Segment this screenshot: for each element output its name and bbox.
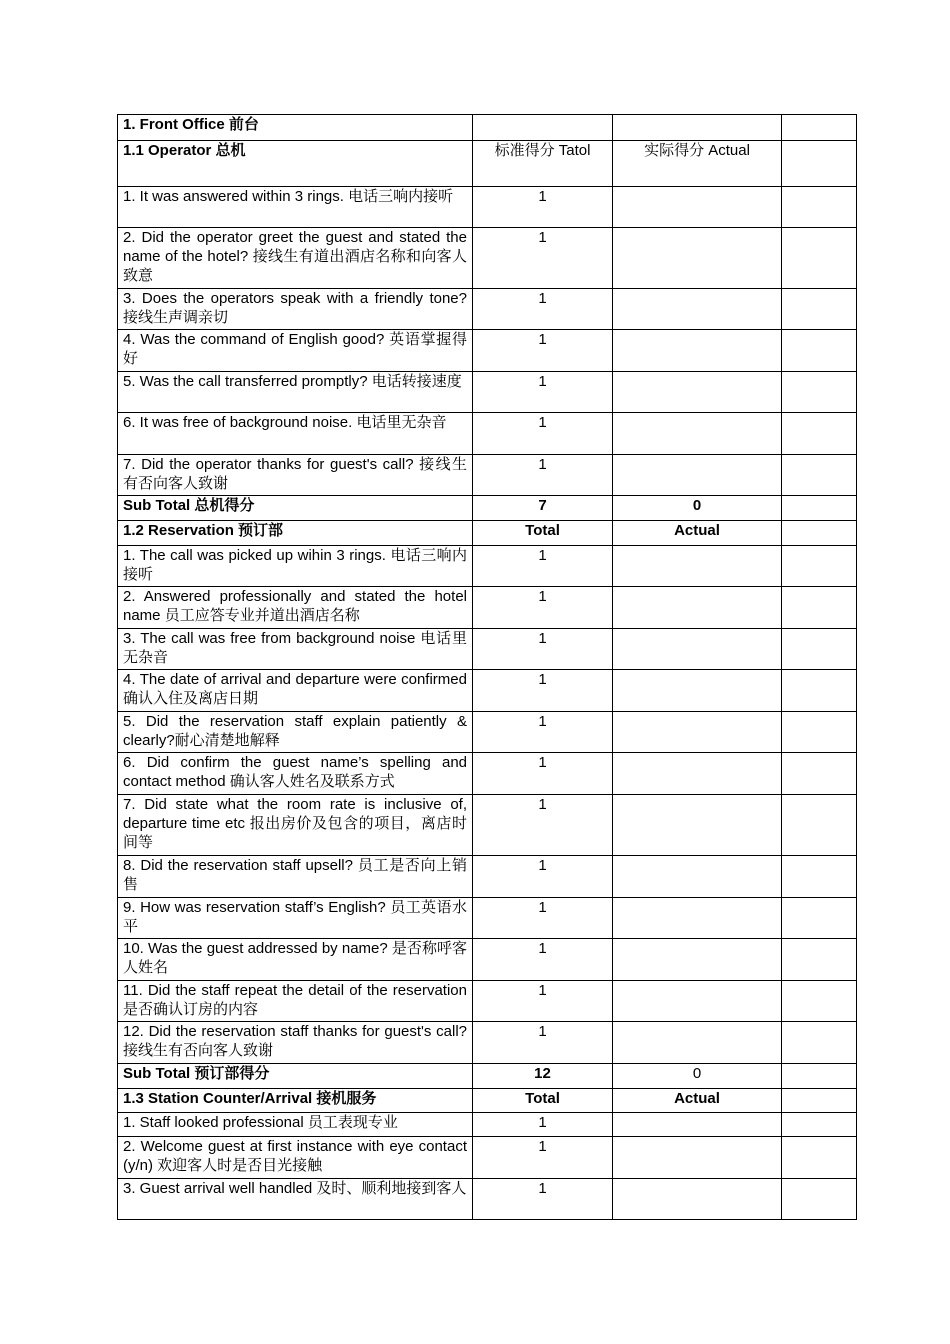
item-total: 1 [473,795,613,856]
empty-cell [782,1113,857,1137]
subtotal-actual: 0 [613,496,782,521]
col-actual-header: Actual [613,521,782,546]
subtotal-total: 12 [473,1064,613,1089]
item-total: 1 [473,856,613,898]
item-text: 3. Does the operators speak with a friendly tone? 接线生声调亲切 [118,289,473,330]
table-row [118,1137,857,1179]
item-text: 5. Was the call transferred promptly? 电话转接速度 [118,372,473,413]
item-text: 11. Did the staff repeat the detail of the reservation 是否确认订房的内容 [118,981,473,1022]
item-total: 1 [473,289,613,330]
item-total: 1 [473,939,613,981]
station-header-row [118,1089,857,1113]
item-text: 7. Did state what the room rate is inclusive of, departure time etc 报出房价及包含的项目，离店时间等 [118,795,473,856]
operator-subtotal-row [118,496,857,521]
item-actual[interactable] [613,753,782,795]
item-actual[interactable] [613,587,782,629]
item-total: 1 [473,187,613,228]
operator-title: 1.1 Operator 总机 [118,141,473,187]
item-text: 7. Did the operator thanks for guest's call? 接线生有否向客人致谢 [118,455,473,496]
item-text: 3. The call was free from background noise 电话里无杂音 [118,629,473,670]
empty-cell [782,455,857,496]
item-total: 1 [473,1113,613,1137]
item-actual[interactable] [613,289,782,330]
table-row [118,413,857,455]
table-row [118,546,857,587]
empty-cell [782,1137,857,1179]
empty-cell [782,795,857,856]
item-text: 3. Guest arrival well handled 及时、顺利地接到客人 [118,1179,473,1220]
item-actual[interactable] [613,330,782,372]
item-total: 1 [473,455,613,496]
item-text: 8. Did the reservation staff upsell? 员工是否向上销售 [118,856,473,898]
empty-cell [782,629,857,670]
item-text: 2. Welcome guest at first instance with eye contact (y/n) 欢迎客人时是否目光接触 [118,1137,473,1179]
item-total: 1 [473,898,613,939]
subtotal-actual: 0 [613,1064,782,1089]
item-actual[interactable] [613,187,782,228]
item-total: 1 [473,1137,613,1179]
empty-cell [782,330,857,372]
item-actual[interactable] [613,546,782,587]
section-header-row [118,115,857,141]
empty-cell [613,115,782,141]
table-row [118,455,857,496]
item-actual[interactable] [613,670,782,712]
item-total: 1 [473,1022,613,1064]
item-total: 1 [473,753,613,795]
item-text: 1. The call was picked up wihin 3 rings. 电话三响内接听 [118,546,473,587]
item-total: 1 [473,712,613,753]
empty-cell [782,413,857,455]
col-actual-header: Actual [613,1089,782,1113]
table-row [118,587,857,629]
table-row [118,1022,857,1064]
item-text: 4. Was the command of English good? 英语掌握得好 [118,330,473,372]
item-text: 1. Staff looked professional 员工表现专业 [118,1113,473,1137]
item-text: 2. Did the operator greet the guest and stated the name of the hotel? 接线生有道出酒店名称和向客人致意 [118,228,473,289]
col-total-header: 标准得分 Tatol [473,141,613,187]
item-actual[interactable] [613,1113,782,1137]
empty-cell [782,712,857,753]
table-row [118,372,857,413]
item-total: 1 [473,228,613,289]
front-office-checklist-table [117,114,857,1220]
table-row [118,795,857,856]
item-actual[interactable] [613,939,782,981]
item-text: 4. The date of arrival and departure were confirmed 确认入住及离店日期 [118,670,473,712]
subtotal-total: 7 [473,496,613,521]
item-text: 2. Answered professionally and stated the hotel name 员工应答专业并道出酒店名称 [118,587,473,629]
item-actual[interactable] [613,372,782,413]
operator-header-row [118,141,857,187]
subtotal-label: Sub Total 预订部得分 [118,1064,473,1089]
item-actual[interactable] [613,228,782,289]
col-total-header: Total [473,1089,613,1113]
table-row [118,670,857,712]
item-text: 5. Did the reservation staff explain patiently & clearly?耐心清楚地解释 [118,712,473,753]
empty-cell [782,187,857,228]
item-actual[interactable] [613,795,782,856]
empty-cell [782,496,857,521]
item-actual[interactable] [613,712,782,753]
item-actual[interactable] [613,856,782,898]
empty-cell [782,587,857,629]
table-row [118,856,857,898]
empty-cell [782,898,857,939]
table-row [118,898,857,939]
reservation-subtotal-row [118,1064,857,1089]
item-text: 10. Was the guest addressed by name? 是否称呼客人姓名 [118,939,473,981]
item-actual[interactable] [613,1179,782,1220]
item-total: 1 [473,587,613,629]
col-actual-header: 实际得分 Actual [613,141,782,187]
empty-cell [473,115,613,141]
reservation-title: 1.2 Reservation 预订部 [118,521,473,546]
item-total: 1 [473,413,613,455]
subtotal-label: Sub Total 总机得分 [118,496,473,521]
item-total: 1 [473,629,613,670]
empty-cell [782,856,857,898]
empty-cell [782,141,857,187]
empty-cell [782,228,857,289]
item-total: 1 [473,670,613,712]
item-total: 1 [473,981,613,1022]
table-row [118,981,857,1022]
item-text: 12. Did the reservation staff thanks for guest's call? 接线生有否向客人致谢 [118,1022,473,1064]
empty-cell [782,981,857,1022]
item-total: 1 [473,546,613,587]
empty-cell [782,1179,857,1220]
table-row [118,228,857,289]
empty-cell [782,670,857,712]
item-text: 6. It was free of background noise. 电话里无杂音 [118,413,473,455]
item-actual[interactable] [613,898,782,939]
table-row [118,629,857,670]
empty-cell [782,753,857,795]
table-row [118,753,857,795]
table-row [118,289,857,330]
table-row [118,187,857,228]
table-row [118,939,857,981]
item-text: 1. It was answered within 3 rings. 电话三响内接听 [118,187,473,228]
item-actual[interactable] [613,629,782,670]
station-title: 1.3 Station Counter/Arrival 接机服务 [118,1089,473,1113]
item-actual[interactable] [613,1022,782,1064]
item-total: 1 [473,372,613,413]
empty-cell [782,289,857,330]
item-actual[interactable] [613,413,782,455]
table-row [118,712,857,753]
table-row [118,1179,857,1220]
col-total-header: Total [473,521,613,546]
item-text: 9. How was reservation staff’s English? 员工英语水平 [118,898,473,939]
section-title: 1. Front Office 前台 [118,115,473,141]
empty-cell [782,372,857,413]
item-actual[interactable] [613,1137,782,1179]
empty-cell [782,115,857,141]
empty-cell [782,1064,857,1089]
empty-cell [782,939,857,981]
item-actual[interactable] [613,455,782,496]
reservation-header-row [118,521,857,546]
empty-cell [782,1022,857,1064]
item-actual[interactable] [613,981,782,1022]
item-text: 6. Did confirm the guest name’s spelling and contact method 确认客人姓名及联系方式 [118,753,473,795]
item-total: 1 [473,1179,613,1220]
table-row [118,330,857,372]
table-row [118,1113,857,1137]
empty-cell [782,546,857,587]
empty-cell [782,521,857,546]
empty-cell [782,1089,857,1113]
item-total: 1 [473,330,613,372]
